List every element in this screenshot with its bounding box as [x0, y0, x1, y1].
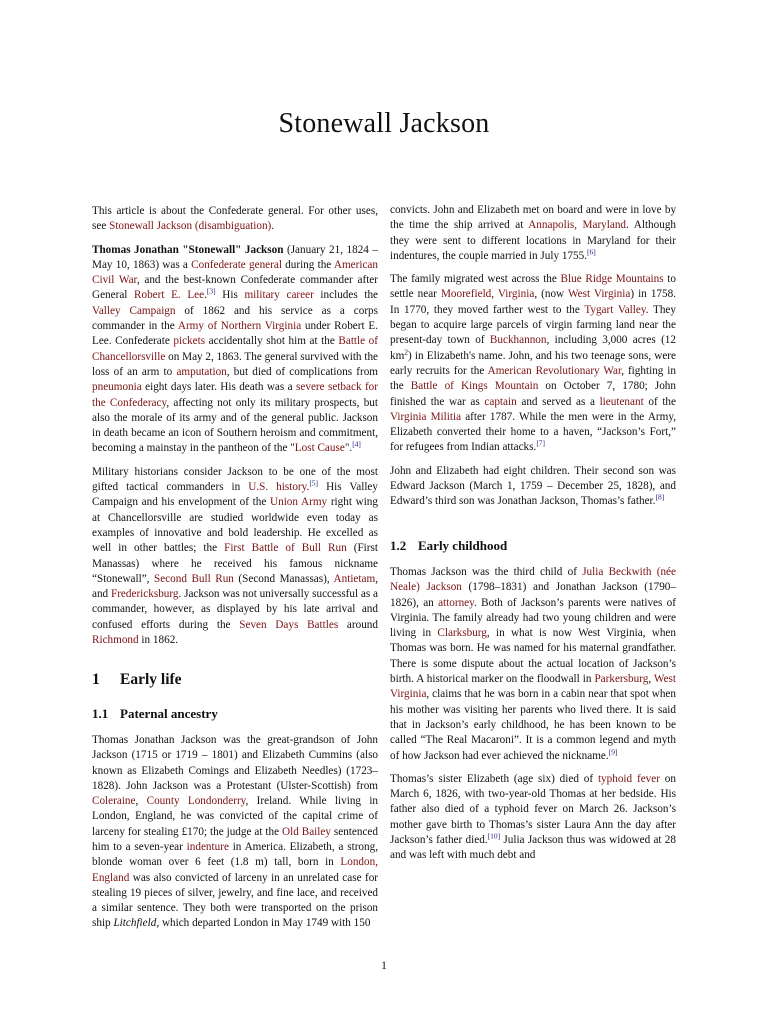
text-run: in — [630, 204, 643, 216]
citation-link[interactable]: [10] — [487, 831, 501, 841]
text-run: silver, — [187, 886, 219, 899]
page-number: 1 — [381, 960, 387, 972]
text-run: Protestant — [226, 779, 277, 792]
text-run: stealing — [92, 886, 130, 899]
text-run: after 1787. While the men were in the Army, Elizabeth converted their home to a haven, “Jackson’s Fort,” for refugees from Indian attacks. — [390, 410, 676, 454]
hatnote — [92, 204, 378, 235]
wiki-link[interactable]: Valley Campaign — [92, 304, 176, 317]
text-run: Ireland. — [256, 795, 300, 808]
text-run: in — [528, 249, 541, 262]
wiki-link[interactable]: Union Army — [270, 496, 328, 509]
text-run: (First Manassas) where he received his famous nickname “Stonewall”, — [92, 542, 378, 585]
subsection-heading-paternal-ancestry — [92, 706, 378, 721]
text-run: 1719 — [175, 749, 202, 762]
text-run: and — [320, 886, 341, 899]
text-run: jewelry, — [218, 886, 257, 899]
text-run: couple — [458, 249, 492, 262]
text-run: married — [491, 249, 529, 262]
text-run: different — [481, 234, 526, 247]
text-run: of 1862 and his service as a corps commander in the — [92, 304, 378, 333]
text-run: under Robert E. Lee. Confederate — [92, 320, 378, 348]
text-run: larceny — [234, 871, 272, 884]
wiki-link[interactable]: American Civil War — [92, 258, 378, 287]
text-run: and — [241, 749, 263, 762]
text-run: Elizabeth — [254, 764, 302, 777]
ancestry-paragraph-3 — [390, 464, 676, 510]
ancestry-paragraph-1-continued — [390, 203, 676, 264]
text-run: known — [92, 764, 128, 777]
text-run: feet — [207, 856, 231, 869]
text-run: . — [626, 219, 634, 232]
hatnote-text: This article is about the Confederate general. For other uses, see — [92, 205, 378, 233]
intro-paragraph-2 — [92, 465, 378, 649]
wiki-link[interactable]: U.S. history — [248, 481, 307, 494]
text-run: in — [271, 871, 284, 884]
text-run: of — [268, 810, 284, 823]
citation-link[interactable]: [9] — [608, 746, 618, 756]
text-run: tall, — [274, 856, 298, 869]
text-run: John — [126, 779, 153, 792]
wiki-link[interactable]: Old Bailey — [282, 825, 331, 838]
text-run: , claims that he was born in a cabin near that spot when his mother was visiting her parents who lived there. It is said that in Jackson’s early childhood, he has been known to be called “The Real Macaroni”. It is a common legend and myth of how Jackson had ever achieved the nickname. — [390, 688, 676, 762]
subsection-title: Early childhood — [418, 537, 508, 553]
citation-link[interactable]: [3] — [206, 286, 216, 296]
text-run: 150 — [353, 917, 371, 930]
superscript: 2 — [404, 346, 409, 356]
wiki-link[interactable]: Seven Days Battles — [239, 618, 339, 631]
text-run: convicts. — [390, 204, 434, 216]
text-run: board — [557, 204, 586, 216]
text-run: also — [153, 871, 176, 884]
text-run: . Both of Jackson’s parents were natives of Virginia. The family already had two young children and were living in — [390, 596, 676, 640]
text-run: a — [338, 840, 348, 853]
text-run: prison — [350, 902, 378, 915]
text-run: in — [271, 917, 283, 930]
text-run: sent — [442, 234, 467, 247]
text-run: London, — [92, 810, 136, 823]
text-run: His Valley Campaign and his envelopment of the — [92, 481, 378, 509]
text-run: the — [247, 733, 268, 746]
wiki-link[interactable]: captain — [484, 395, 517, 408]
text-run: His — [215, 289, 245, 302]
text-run: stealing — [143, 825, 182, 838]
text-run: of — [175, 886, 188, 899]
text-run: fine — [276, 886, 297, 899]
text-run: John and Elizabeth had eight children. Their second son was Edward Jackson (March 1, 1759 – December 25, 1828), and Edward’s third son was Jonathan Jackson, Thomas’s father. — [390, 464, 676, 508]
text-run: departed — [192, 917, 234, 930]
wiki-link[interactable]: American Revolutionary War — [487, 364, 622, 377]
text-run: for — [364, 871, 379, 884]
text-run: or — [161, 749, 176, 762]
citation-link[interactable]: [6] — [587, 247, 596, 257]
text-run: Maryland — [587, 234, 637, 247]
wiki-link[interactable]: Richmond — [92, 634, 139, 647]
text-run: at — [515, 219, 529, 232]
text-run: by — [664, 204, 677, 216]
wiki-link[interactable]: Clarksburg — [437, 627, 487, 640]
text-run: and — [585, 204, 606, 216]
text-run: (Ulster-Scottish) — [276, 779, 357, 792]
text-run: , — [135, 795, 147, 808]
hatnote-end: . — [271, 220, 275, 233]
text-run: (1798–1831) and Jonathan Jackson (1790–1826), an — [390, 581, 676, 609]
text-run: during the — [281, 258, 334, 271]
wiki-link[interactable]: West Virginia — [567, 288, 631, 301]
wiki-link[interactable]: lieutenant — [599, 395, 644, 408]
bold-text: Thomas Jonathan "Stonewall" Jackson — [92, 243, 284, 256]
text-run: capital — [302, 810, 338, 823]
text-run: both — [210, 902, 235, 915]
text-run: Jonathan — [134, 733, 181, 746]
intro-paragraph-1 — [92, 243, 378, 457]
text-run: includes the — [313, 289, 379, 302]
text-run: Elizabeth — [477, 204, 523, 216]
text-run: accidentally shot him at the — [205, 335, 339, 348]
text-run: born — [297, 856, 326, 869]
text-run: . Jackson was not universally successful as a commander, however, as displayed by his late arrival and confused efforts during the — [92, 588, 379, 631]
text-run: sentence. — [137, 902, 183, 915]
text-run: convicted — [175, 871, 222, 884]
text-run: right wing at Chancellorsville are studied worldwide even today as examples of innovative and bold leadership. He excelled as well in other battles; the — [92, 496, 378, 555]
text-run: unrelated — [297, 871, 343, 884]
text-run: ) in 1758. In 1770, they moved farther west to the — [390, 288, 676, 316]
text-run: was — [132, 871, 154, 884]
text-run: July — [540, 249, 562, 262]
wiki-link[interactable]: Tygart Valley — [584, 303, 646, 316]
text-run: Elizabeth — [262, 749, 309, 762]
wiki-link[interactable]: Battle of Kings Mountain — [410, 380, 539, 393]
wiki-link[interactable]: pneumonia — [92, 381, 142, 394]
text-run: Jackson — [152, 779, 194, 792]
wiki-link[interactable]: attorney — [438, 596, 475, 609]
text-run: similar — [101, 902, 138, 915]
text-run: in — [572, 234, 588, 247]
page-title: Stonewall Jackson — [278, 108, 490, 139]
text-run: ship — [92, 917, 114, 930]
text-run: as — [127, 764, 142, 777]
text-run: the — [331, 902, 351, 915]
text-run: America. — [244, 840, 290, 853]
text-run: . — [306, 481, 310, 494]
text-run: , and the best-known Confederate commander after General — [92, 274, 379, 302]
text-run: London — [233, 917, 271, 930]
citation-link[interactable]: [7] — [536, 438, 546, 448]
text-run: for — [127, 825, 144, 838]
ancestry-paragraph-1 — [92, 733, 378, 932]
wiki-link[interactable]: Antietam — [333, 572, 376, 585]
text-run: their — [655, 234, 677, 247]
text-run: and — [233, 764, 255, 777]
wiki-link[interactable]: Battle of Chancellorsville — [92, 335, 379, 363]
text-run: was — [196, 810, 220, 823]
ancestry-paragraph-2 — [390, 272, 676, 456]
text-run: larceny — [92, 825, 128, 838]
text-run: England, — [135, 810, 181, 823]
text-run: Julia Jackson thus was widowed at 28 and was left with much debt and — [390, 833, 676, 862]
text-run: in 1862. — [138, 634, 179, 647]
text-run: the — [265, 825, 283, 838]
text-run: of — [340, 733, 357, 746]
text-run: to — [113, 840, 126, 853]
text-run: 19 — [129, 886, 145, 899]
text-run: pieces — [144, 886, 176, 899]
wiki-link[interactable]: Moorefield, Virginia — [440, 288, 535, 301]
text-run: m) — [255, 856, 275, 869]
text-run: , affecting not only its military prospects, but also the morale of its army and of the general public. Jackson in death became an icon of Southern heroism and commitment, becoming a mainstay in the pantheon of the " — [92, 396, 379, 455]
text-run: locations — [525, 234, 573, 247]
citation-link[interactable]: [5] — [309, 478, 319, 488]
text-run: They — [182, 902, 211, 915]
text-run: they — [390, 234, 416, 247]
wiki-link[interactable]: Blue Ridge Mountains — [560, 273, 664, 286]
text-run: to — [466, 234, 482, 247]
text-run: . — [204, 289, 207, 302]
text-run: Comings — [188, 764, 234, 777]
text-run: a — [92, 902, 102, 915]
text-run: and — [257, 886, 277, 899]
wiki-link[interactable]: Second Bull Run — [154, 572, 234, 585]
text-run: a — [216, 779, 227, 792]
text-run: great-grandson — [267, 733, 341, 746]
wiki-link[interactable]: military career — [244, 289, 314, 302]
text-run: were — [234, 902, 262, 915]
text-run: living — [334, 795, 370, 808]
wiki-link[interactable]: indenture — [186, 840, 229, 853]
text-run: , — [648, 673, 654, 686]
wiki-link[interactable]: Julia Beckwith (née Neale) Jackson — [390, 565, 676, 594]
text-run: the — [442, 249, 459, 262]
childhood-paragraph-1 — [390, 565, 676, 764]
text-run: 6 — [195, 856, 208, 869]
text-run: Elizabeth, — [289, 840, 339, 853]
subsection-title: Paternal ancestry — [120, 705, 218, 721]
text-run: of — [221, 871, 235, 884]
section-heading-early-life — [92, 672, 378, 687]
text-run: Military historians consider Jackson to be one of the most gifted tactical commanders in — [92, 465, 378, 494]
wiki-link[interactable]: Virginia Militia — [390, 410, 462, 423]
text-run: Jackson — [92, 749, 132, 762]
text-run: the — [390, 219, 410, 232]
text-run: a — [125, 840, 135, 853]
text-run: eight days later. His death was a — [141, 381, 297, 394]
section-number: 1 — [92, 671, 100, 689]
hatnote-disambiguation-link[interactable]: Stonewall Jackson (disambiguation) — [109, 220, 272, 233]
text-run: he — [180, 810, 197, 823]
text-run: case — [342, 871, 365, 884]
text-run: £170; — [181, 825, 210, 838]
text-run: him — [92, 840, 114, 853]
text-run: woman — [129, 856, 169, 869]
text-run: (1723–1828). — [92, 764, 378, 792]
right-column — [390, 203, 676, 872]
section-title: Early life — [120, 671, 182, 689]
wiki-link[interactable]: Parkersburg — [594, 673, 649, 686]
text-run: , (now — [534, 288, 568, 301]
text-run: on March 6, 1826, with two-year-old Thomas at her bedside. His father also died of a typhoid fever on March 26. Jackson’s mother gave birth to Thomas’s sister Laura Ann the day after Jackson’s father died. — [390, 772, 676, 846]
subsection-heading-early-childhood — [390, 538, 676, 553]
text-run: for — [636, 234, 656, 247]
text-run: Elizabeth — [141, 764, 189, 777]
text-run: an — [283, 871, 298, 884]
text-run: , and — [92, 572, 378, 601]
text-run: While — [299, 795, 335, 808]
text-run: 1801) — [211, 749, 242, 762]
text-run: John — [356, 733, 378, 746]
text-run: 1755. — [561, 249, 588, 262]
text-run: Needles) — [301, 764, 347, 777]
text-run: convicted — [219, 810, 269, 823]
text-run: Although — [633, 219, 677, 232]
text-run: sentenced — [333, 825, 378, 838]
text-run: in — [369, 795, 379, 808]
text-run: met — [522, 204, 543, 216]
text-run: Thomas — [92, 733, 135, 746]
text-run: crime — [337, 810, 369, 823]
text-run: in — [325, 856, 341, 869]
text-run: around — [338, 618, 378, 631]
text-run: , fighting in the — [390, 364, 676, 393]
text-run: (1.8 — [230, 856, 256, 869]
text-run: the — [434, 219, 454, 232]
wiki-link[interactable]: Buckhannon — [489, 334, 547, 347]
wiki-link[interactable]: severe setback for the Confederacy — [92, 381, 379, 409]
text-run: blonde — [92, 856, 130, 869]
text-run: (1715 — [131, 749, 162, 762]
text-run: the — [210, 825, 227, 838]
text-run: was — [193, 779, 217, 792]
wiki-link[interactable]: Annapolis, Maryland — [528, 219, 627, 232]
italic-text: Litchfield — [113, 917, 157, 930]
wiki-link[interactable]: London, England — [92, 856, 379, 884]
wiki-link[interactable]: pickets — [173, 335, 206, 348]
text-run: strong, — [347, 840, 378, 853]
text-run: 1749 — [305, 917, 331, 930]
text-run: , but died of complications from — [226, 365, 379, 378]
text-run: of the — [643, 395, 676, 408]
text-run: on May 2, 1863. The general survived with the loss of an arm to — [92, 350, 378, 378]
text-run: Jackson — [181, 733, 224, 746]
text-run: , including 3,000 acres (12 km — [390, 334, 676, 362]
text-run: (also — [356, 749, 379, 762]
text-run: Cummins — [308, 749, 357, 762]
wiki-link[interactable]: typhoid fever — [597, 772, 660, 785]
text-run: seven-year — [134, 840, 187, 853]
text-run: Thomas’s sister Elizabeth (age six) died of — [390, 772, 598, 785]
text-run: on — [316, 902, 332, 915]
childhood-paragraph-2 — [390, 772, 676, 864]
text-run: the — [283, 810, 303, 823]
subsection-number: 1.2 — [390, 537, 407, 553]
text-run: were — [605, 204, 631, 216]
text-run: time — [409, 219, 435, 232]
text-run: indentures, — [390, 249, 443, 262]
wiki-link[interactable]: Confederate general — [191, 258, 282, 271]
text-run: in — [232, 840, 245, 853]
text-run: which — [161, 917, 193, 930]
text-run: lace, — [296, 886, 321, 899]
text-run: on October 7, 1780; John finished the war as — [390, 380, 676, 408]
text-run: love — [642, 204, 665, 216]
text-run: over — [168, 856, 196, 869]
text-run: The family migrated west across the — [390, 273, 561, 286]
text-run: to settle near — [390, 273, 676, 301]
text-run: (Second Manassas), — [233, 572, 334, 585]
text-run: , in what is now West Virginia, when Thomas was born. He was named for his maternal grandfather. There is some dispute about the actual location of Jackson’s birth. A historical marker on the floodwall in — [390, 627, 676, 686]
text-run: from — [356, 779, 378, 792]
text-run: at — [254, 825, 266, 838]
text-run: , — [245, 795, 257, 808]
wiki-link[interactable]: Coleraine — [92, 795, 136, 808]
subsection-number: 1.1 — [92, 705, 109, 721]
text-run: transported — [261, 902, 317, 915]
wiki-link[interactable]: First Battle of Bull Run — [224, 542, 347, 555]
text-run: and served as a — [516, 395, 600, 408]
text-run: , — [156, 917, 162, 930]
citation-link[interactable]: [8] — [655, 492, 665, 502]
text-run: and — [457, 204, 478, 216]
text-run: was — [223, 733, 247, 746]
text-run: with — [330, 917, 354, 930]
text-run: John — [433, 204, 458, 216]
wiki-link[interactable]: West Virginia — [390, 673, 676, 701]
text-run: – — [201, 749, 212, 762]
text-run: ship — [453, 219, 479, 232]
text-run: Thomas Jackson was the third child of — [390, 565, 583, 578]
text-run: on — [542, 204, 558, 216]
text-run: ". — [344, 442, 353, 455]
wiki-link[interactable]: amputation — [176, 365, 227, 378]
citation-link[interactable]: [4] — [352, 439, 361, 449]
text-run: ) in Elizabeth's name. John, and his two teenage sons, were early recruits for the — [390, 349, 676, 377]
wiki-link[interactable]: County Londonderry — [146, 795, 246, 808]
left-column — [92, 204, 378, 940]
text-run: May — [282, 917, 306, 930]
wiki-link[interactable]: Army of Northern Virginia — [177, 320, 302, 333]
wiki-link[interactable]: Robert E. Lee — [134, 289, 205, 302]
wiki-link[interactable]: Lost Cause — [294, 442, 345, 455]
wiki-link[interactable]: Fredericksburg — [110, 588, 179, 601]
text-run: were — [415, 234, 443, 247]
text-run: of — [368, 810, 378, 823]
text-run: received — [340, 886, 379, 899]
text-run: (January 21, 1824 – May 10, 1863) was a — [92, 243, 378, 271]
text-run: judge — [226, 825, 255, 838]
text-run: arrived — [478, 219, 516, 232]
text-run: . They began to acquire large parcels of virgin farming land near the present-day town of — [390, 303, 676, 347]
